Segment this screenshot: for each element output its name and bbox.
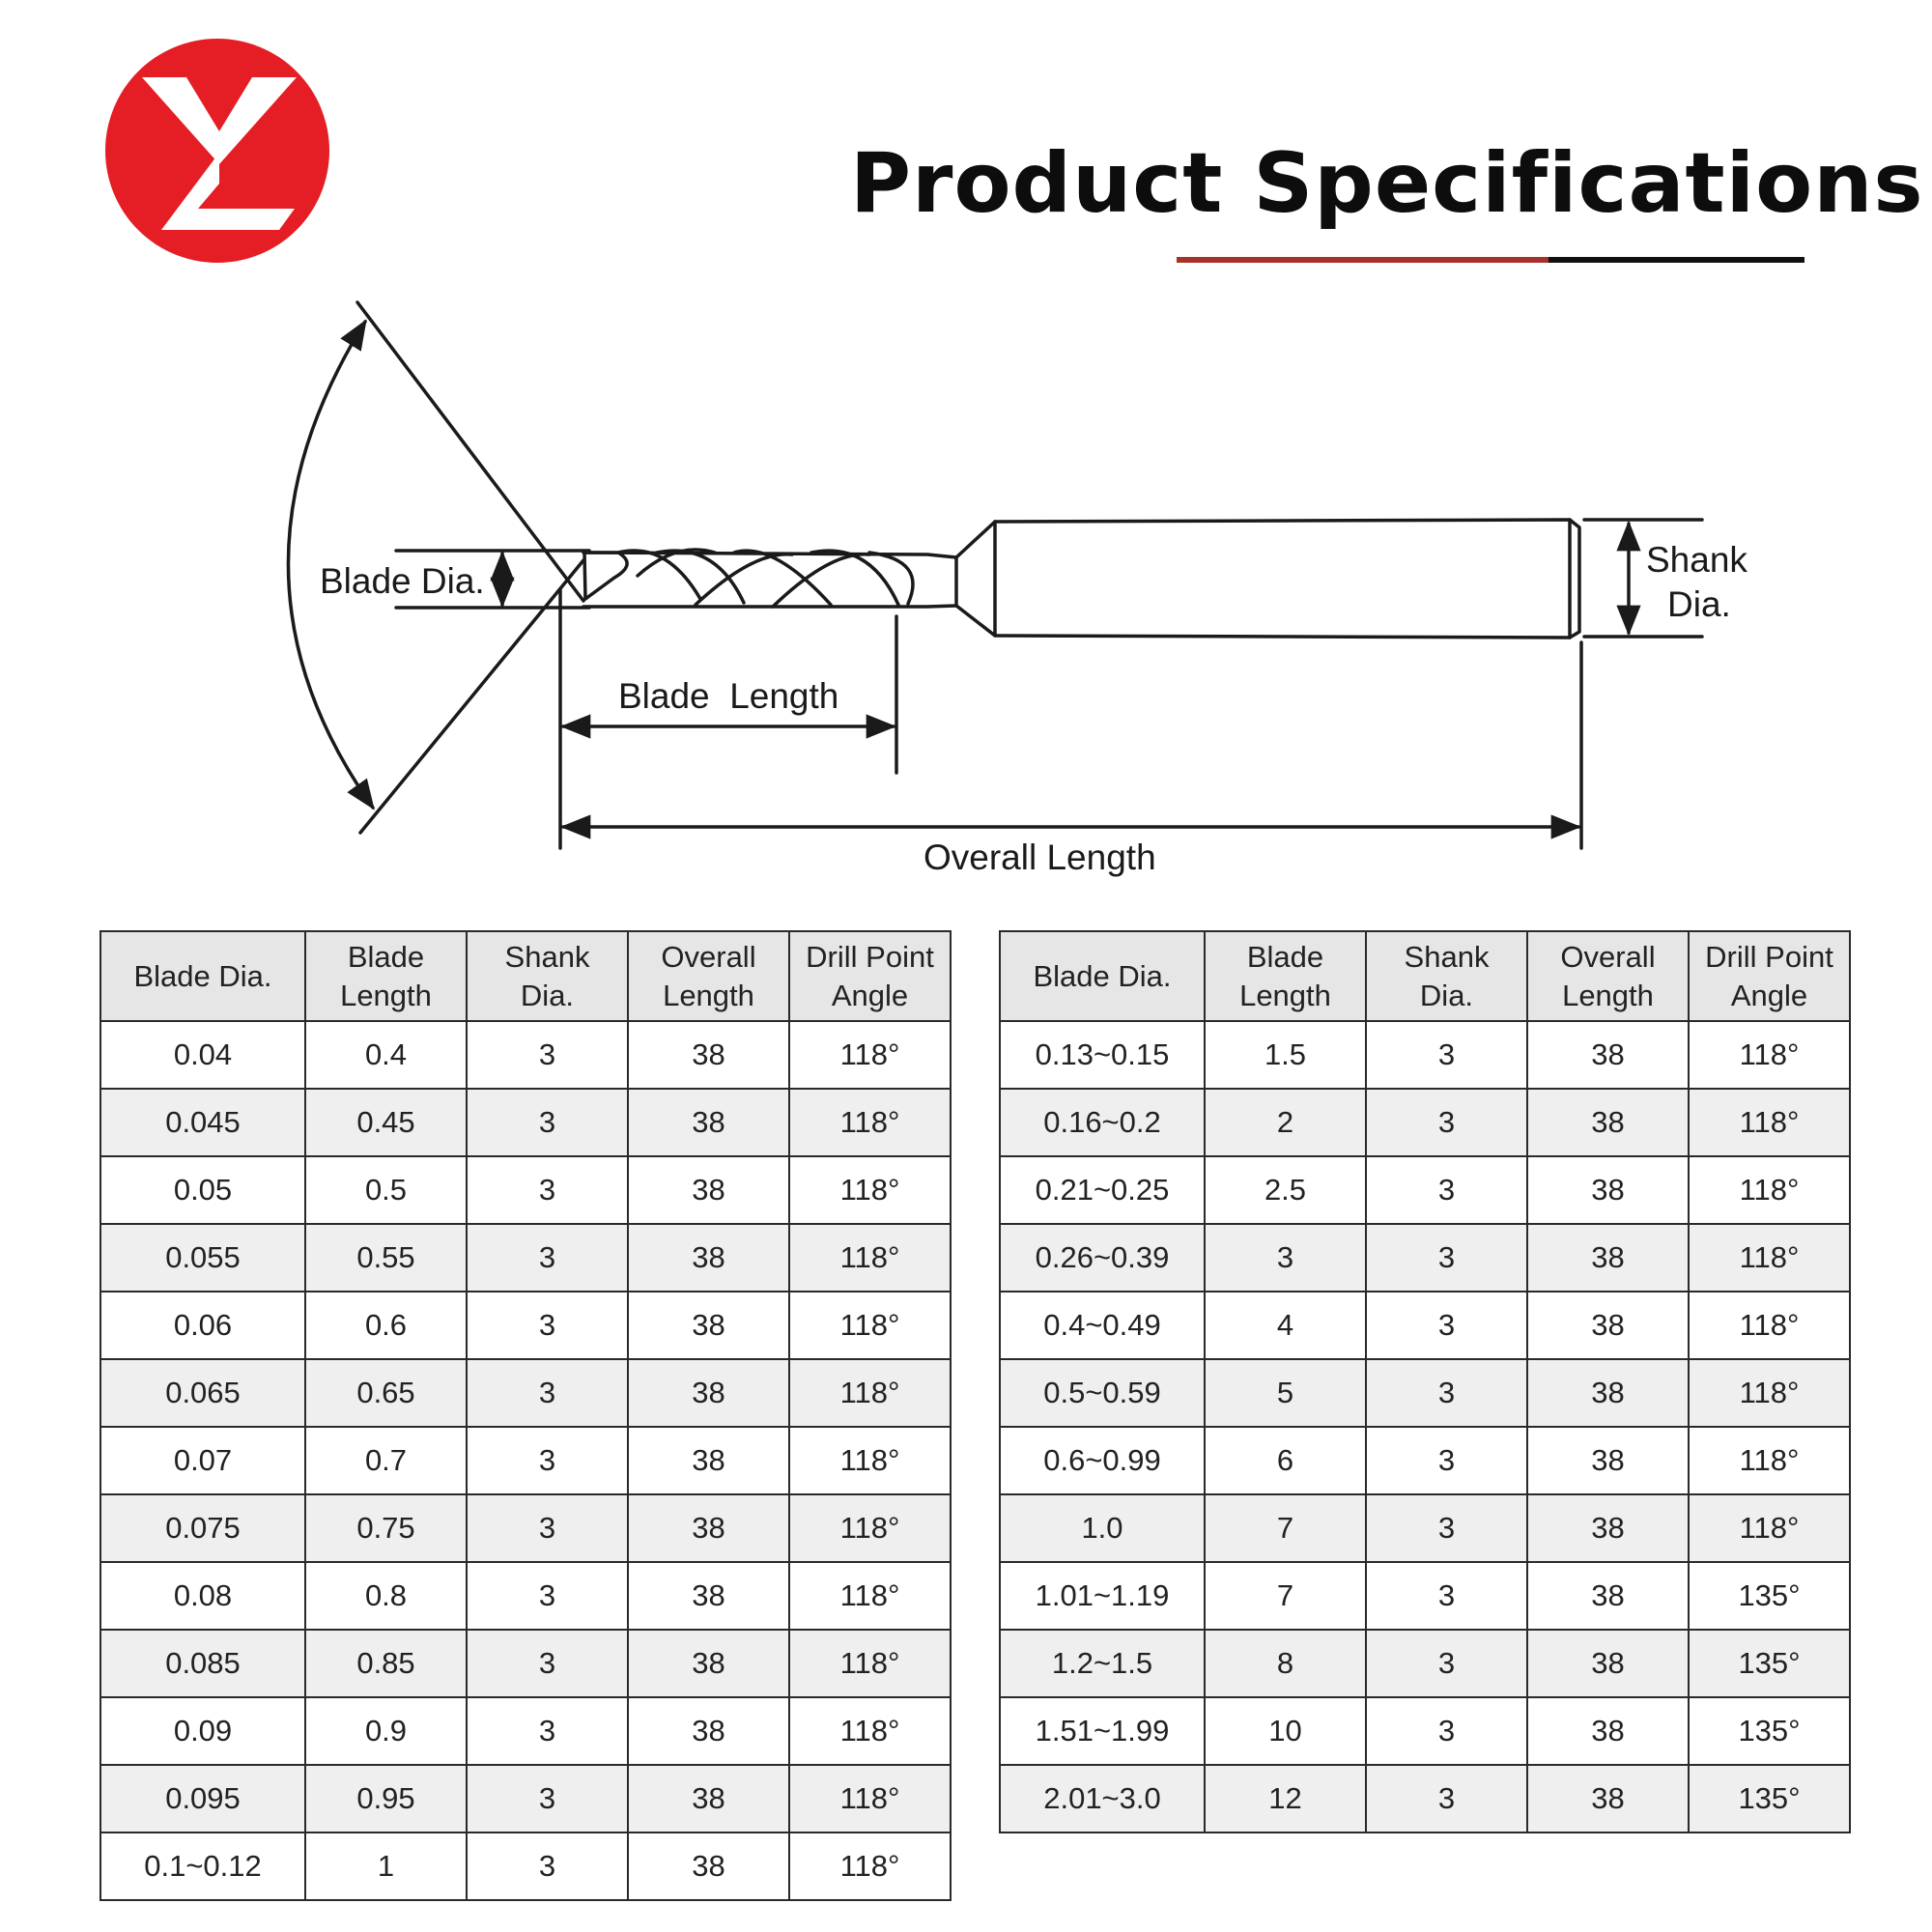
- table-cell: 0.16~0.2: [1000, 1089, 1205, 1156]
- table-cell: 0.06: [100, 1292, 305, 1359]
- blade-length-label: Blade Length: [618, 676, 839, 716]
- table-row: [1000, 1494, 1850, 1562]
- table-row: [1000, 1156, 1850, 1224]
- table-cell: 118°: [1689, 1494, 1850, 1562]
- table-cell: 118°: [1689, 1359, 1850, 1427]
- column-header-line: Length: [663, 978, 754, 1012]
- spec-table-left: [99, 930, 952, 1901]
- table-cell: 38: [1527, 1630, 1689, 1697]
- table-cell: 135°: [1689, 1765, 1850, 1833]
- column-header: [100, 931, 305, 1021]
- page-title: Product Specifications: [850, 135, 1924, 232]
- spec-table-right: [999, 930, 1851, 1833]
- table-cell: 0.4: [305, 1021, 467, 1089]
- table-cell: 1.2~1.5: [1000, 1630, 1205, 1697]
- table-cell: 10: [1205, 1697, 1366, 1765]
- table-cell: 38: [1527, 1359, 1689, 1427]
- table-cell: 3: [467, 1292, 628, 1359]
- table-cell: 3: [1366, 1765, 1527, 1833]
- table-cell: 118°: [1689, 1156, 1850, 1224]
- column-header-line: Shank: [504, 939, 590, 974]
- table-cell: 118°: [789, 1359, 951, 1427]
- column-header-line: Blade Dia.: [133, 958, 272, 993]
- table-row: [1000, 1359, 1850, 1427]
- table-cell: 38: [1527, 1156, 1689, 1224]
- table-cell: 0.09: [100, 1697, 305, 1765]
- table-cell: 38: [1527, 1089, 1689, 1156]
- table-cell: 118°: [789, 1494, 951, 1562]
- shank-dia-label-line1: Shank: [1646, 540, 1747, 580]
- table-cell: 118°: [789, 1630, 951, 1697]
- table-cell: 7: [1205, 1494, 1366, 1562]
- table-cell: 118°: [789, 1292, 951, 1359]
- table-cell: 38: [628, 1765, 789, 1833]
- table-cell: 3: [1366, 1156, 1527, 1224]
- table-row: [100, 1833, 951, 1900]
- table-row: [100, 1292, 951, 1359]
- column-header: [1689, 931, 1850, 1021]
- table-cell: 0.065: [100, 1359, 305, 1427]
- table-cell: 3: [467, 1562, 628, 1630]
- table-cell: 3: [467, 1765, 628, 1833]
- column-header: [305, 931, 467, 1021]
- table-cell: 1: [305, 1833, 467, 1900]
- table-cell: 118°: [1689, 1089, 1850, 1156]
- table-row: [100, 1359, 951, 1427]
- table-cell: 38: [628, 1089, 789, 1156]
- table-cell: 0.9: [305, 1697, 467, 1765]
- table-cell: 0.75: [305, 1494, 467, 1562]
- table-cell: 3: [1366, 1630, 1527, 1697]
- table-cell: 0.7: [305, 1427, 467, 1494]
- table-cell: 0.045: [100, 1089, 305, 1156]
- table-cell: 1.51~1.99: [1000, 1697, 1205, 1765]
- table-cell: 3: [467, 1089, 628, 1156]
- table-row: [100, 1156, 951, 1224]
- table-row: [100, 1494, 951, 1562]
- table-cell: 3: [467, 1494, 628, 1562]
- table-cell: 3: [1205, 1224, 1366, 1292]
- table-cell: 0.08: [100, 1562, 305, 1630]
- table-cell: 3: [1366, 1224, 1527, 1292]
- column-header-line: Shank: [1404, 939, 1490, 974]
- table-cell: 38: [1527, 1765, 1689, 1833]
- table-cell: 38: [628, 1833, 789, 1900]
- column-header-line: Blade Dia.: [1033, 958, 1172, 993]
- table-cell: 118°: [789, 1021, 951, 1089]
- table-cell: 5: [1205, 1359, 1366, 1427]
- table-cell: 38: [628, 1630, 789, 1697]
- table-cell: 38: [628, 1427, 789, 1494]
- table-cell: 38: [628, 1562, 789, 1630]
- table-cell: 0.21~0.25: [1000, 1156, 1205, 1224]
- table-cell: 3: [467, 1021, 628, 1089]
- table-cell: 6: [1205, 1427, 1366, 1494]
- table-cell: 7: [1205, 1562, 1366, 1630]
- column-header-line: Blade: [347, 939, 425, 974]
- table-cell: 3: [467, 1630, 628, 1697]
- table-cell: 3: [467, 1697, 628, 1765]
- column-header: [1205, 931, 1366, 1021]
- column-header-line: Drill Point: [806, 939, 934, 974]
- table-cell: 0.6~0.99: [1000, 1427, 1205, 1494]
- table-cell: 118°: [789, 1833, 951, 1900]
- table-row: [1000, 1089, 1850, 1156]
- column-header: [789, 931, 951, 1021]
- column-header-line: Blade: [1246, 939, 1324, 974]
- table-cell: 135°: [1689, 1562, 1850, 1630]
- table-row: [100, 1224, 951, 1292]
- table-row: [100, 1562, 951, 1630]
- table-cell: 0.55: [305, 1224, 467, 1292]
- table-cell: 0.6: [305, 1292, 467, 1359]
- table-cell: 8: [1205, 1630, 1366, 1697]
- table-row: [100, 1427, 951, 1494]
- table-cell: 38: [1527, 1021, 1689, 1089]
- table-cell: 38: [628, 1224, 789, 1292]
- table-cell: 1.01~1.19: [1000, 1562, 1205, 1630]
- brand-logo: [105, 39, 329, 263]
- table-body-right: [1000, 1021, 1850, 1833]
- table-cell: 38: [1527, 1224, 1689, 1292]
- table-cell: 3: [1366, 1021, 1527, 1089]
- column-header-line: Overall: [661, 939, 756, 974]
- column-header-line: Angle: [1730, 978, 1808, 1012]
- drill-blade-outline: [584, 553, 627, 599]
- table-cell: 118°: [1689, 1292, 1850, 1359]
- table-cell: 135°: [1689, 1697, 1850, 1765]
- table-cell: 118°: [789, 1765, 951, 1833]
- table-row: [100, 1697, 951, 1765]
- table-cell: 0.07: [100, 1427, 305, 1494]
- table-cell: 118°: [789, 1224, 951, 1292]
- table-cell: 3: [1366, 1562, 1527, 1630]
- table-row: [100, 1765, 951, 1833]
- table-cell: 0.5: [305, 1156, 467, 1224]
- column-header-line: Length: [340, 978, 432, 1012]
- column-header: [1366, 931, 1527, 1021]
- table-cell: 4: [1205, 1292, 1366, 1359]
- table-row: [100, 1630, 951, 1697]
- table-cell: 0.085: [100, 1630, 305, 1697]
- table-cell: 0.13~0.15: [1000, 1021, 1205, 1089]
- table-row: [1000, 1765, 1850, 1833]
- table-cell: 118°: [789, 1697, 951, 1765]
- table-cell: 0.8: [305, 1562, 467, 1630]
- point-angle-line-upper: [357, 302, 583, 601]
- shank-dia-label-line2: Dia.: [1667, 584, 1731, 624]
- table-cell: 0.04: [100, 1021, 305, 1089]
- table-row: [1000, 1630, 1850, 1697]
- column-header-line: Length: [1239, 978, 1331, 1012]
- table-row: [100, 1089, 951, 1156]
- table-cell: 118°: [789, 1156, 951, 1224]
- table-cell: 0.26~0.39: [1000, 1224, 1205, 1292]
- table-cell: 0.85: [305, 1630, 467, 1697]
- table-cell: 3: [1366, 1494, 1527, 1562]
- table-cell: 12: [1205, 1765, 1366, 1833]
- table-cell: 118°: [1689, 1224, 1850, 1292]
- table-cell: 118°: [789, 1089, 951, 1156]
- table-cell: 38: [628, 1494, 789, 1562]
- table-cell: 3: [467, 1224, 628, 1292]
- table-cell: 3: [1366, 1359, 1527, 1427]
- table-cell: 38: [628, 1021, 789, 1089]
- column-header: [1527, 931, 1689, 1021]
- column-header-line: Angle: [831, 978, 909, 1012]
- table-cell: 1.5: [1205, 1021, 1366, 1089]
- column-header-line: Dia.: [520, 978, 575, 1012]
- point-angle-line-lower: [360, 560, 583, 833]
- table-cell: 3: [467, 1833, 628, 1900]
- column-header: [1000, 931, 1205, 1021]
- table-cell: 0.45: [305, 1089, 467, 1156]
- table-row: [1000, 1021, 1850, 1089]
- table-cell: 118°: [1689, 1021, 1850, 1089]
- table-cell: 38: [628, 1292, 789, 1359]
- table-cell: 3: [467, 1359, 628, 1427]
- table-cell: 38: [1527, 1292, 1689, 1359]
- blade-dia-label: Blade Dia.: [320, 561, 485, 601]
- table-cell: 0.95: [305, 1765, 467, 1833]
- table-cell: 0.1~0.12: [100, 1833, 305, 1900]
- table-cell: 118°: [789, 1562, 951, 1630]
- column-header: [467, 931, 628, 1021]
- table-row: [1000, 1224, 1850, 1292]
- table-cell: 3: [467, 1156, 628, 1224]
- column-header-line: Dia.: [1419, 978, 1474, 1012]
- drill-diagram: [0, 280, 1932, 898]
- table-cell: 0.5~0.59: [1000, 1359, 1205, 1427]
- table-cell: 3: [467, 1427, 628, 1494]
- column-header-line: Length: [1562, 978, 1654, 1012]
- table-cell: 1.0: [1000, 1494, 1205, 1562]
- title-underline-black: [1548, 257, 1804, 263]
- drill-shank-outline: [995, 520, 1579, 638]
- table-cell: 38: [1527, 1697, 1689, 1765]
- table-row: [100, 1021, 951, 1089]
- table-header-row: [1000, 931, 1850, 1021]
- table-cell: 3: [1366, 1292, 1527, 1359]
- table-cell: 0.095: [100, 1765, 305, 1833]
- table-cell: 38: [1527, 1427, 1689, 1494]
- table-cell: 0.05: [100, 1156, 305, 1224]
- title-underline-red: [1177, 257, 1548, 263]
- column-header-line: Drill Point: [1705, 939, 1833, 974]
- table-header-row: [100, 931, 951, 1021]
- table-cell: 118°: [789, 1427, 951, 1494]
- table-cell: 118°: [1689, 1427, 1850, 1494]
- table-cell: 3: [1366, 1089, 1527, 1156]
- table-row: [1000, 1562, 1850, 1630]
- table-cell: 38: [628, 1156, 789, 1224]
- column-header-line: Overall: [1560, 939, 1656, 974]
- table-cell: 38: [628, 1359, 789, 1427]
- table-cell: 2.5: [1205, 1156, 1366, 1224]
- column-header: [628, 931, 789, 1021]
- table-cell: 0.4~0.49: [1000, 1292, 1205, 1359]
- table-row: [1000, 1292, 1850, 1359]
- table-cell: 38: [1527, 1494, 1689, 1562]
- table-cell: 38: [1527, 1562, 1689, 1630]
- table-cell: 2: [1205, 1089, 1366, 1156]
- table-body-left: [100, 1021, 951, 1900]
- table-cell: 2.01~3.0: [1000, 1765, 1205, 1833]
- overall-length-label: Overall Length: [923, 838, 1156, 877]
- table-cell: 0.65: [305, 1359, 467, 1427]
- table-cell: 3: [1366, 1697, 1527, 1765]
- table-cell: 3: [1366, 1427, 1527, 1494]
- table-cell: 38: [628, 1697, 789, 1765]
- table-row: [1000, 1697, 1850, 1765]
- table-cell: 0.075: [100, 1494, 305, 1562]
- table-row: [1000, 1427, 1850, 1494]
- table-cell: 135°: [1689, 1630, 1850, 1697]
- table-cell: 0.055: [100, 1224, 305, 1292]
